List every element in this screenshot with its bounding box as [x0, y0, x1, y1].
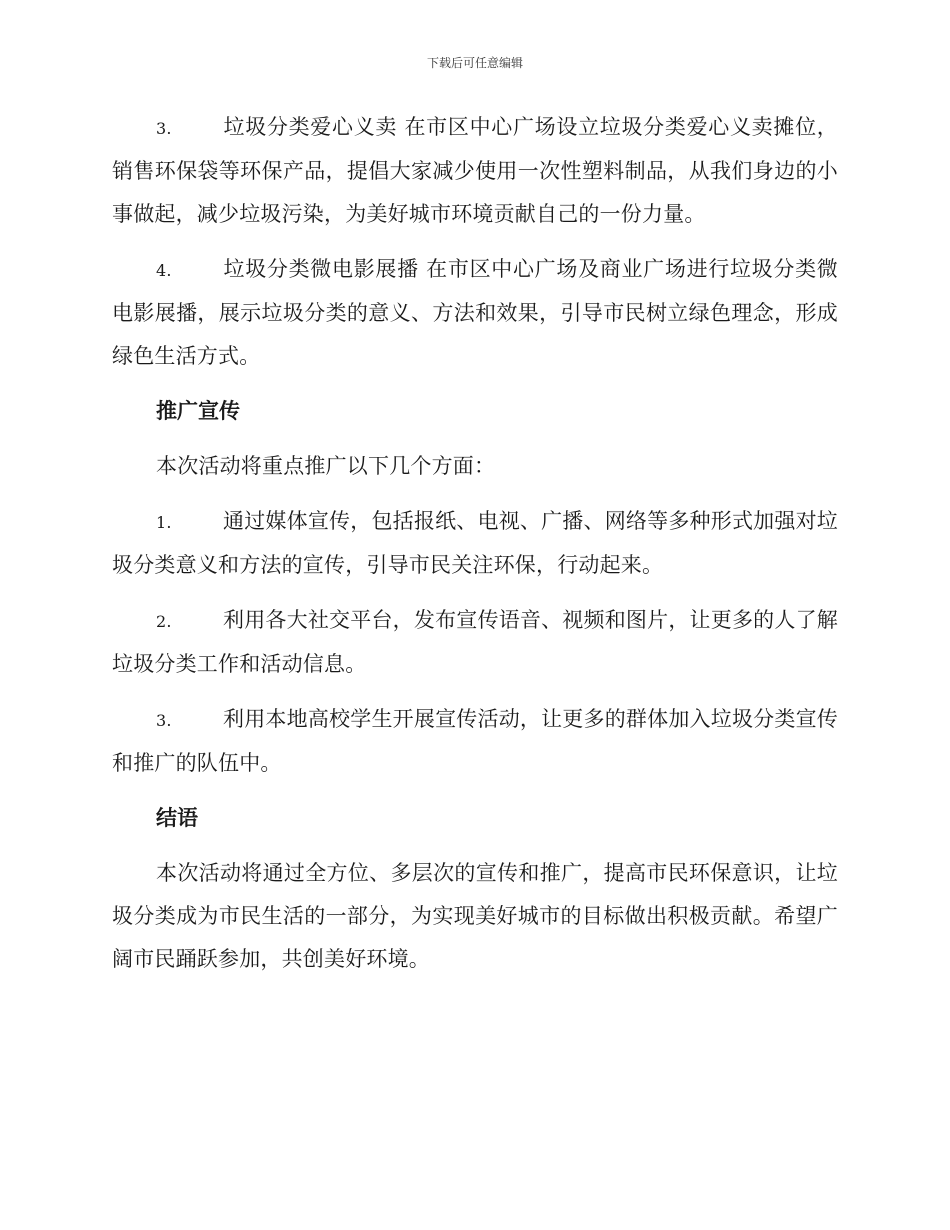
section-heading-promotion: 推广宣传	[156, 399, 240, 423]
document-body	[112, 106, 838, 993]
list-item-number: 1.	[156, 513, 172, 532]
list-item-number: 3.	[156, 119, 172, 138]
list-item	[112, 248, 838, 378]
promotion-intro: 本次活动将重点推广以下几个方面：	[156, 454, 496, 478]
list-item-text: 利用本地高校学生开展宣传活动，让更多的群体加入垃圾分类宣传和推广的队伍中。	[112, 707, 838, 775]
section-heading-conclusion: 结语	[156, 806, 198, 830]
list-item-number: 4.	[156, 261, 172, 280]
list-item-text: 垃圾分类爱心义卖 在市区中心广场设立垃圾分类爱心义卖摊位，销售环保袋等环保产品，提倡大家减少使用一次性塑料制品，从我们身边的小事做起，减少垃圾污染，为美好城市环境贡献自己的一份力量。	[112, 115, 838, 226]
conclusion-text: 本次活动将通过全方位、多层次的宣传和推广，提高市民环保意识，让垃圾分类成为市民生活的一部分，为实现美好城市的目标做出积极贡献。希望广阔市民踊跃参加，共创美好环境。	[112, 861, 838, 971]
list-item	[112, 106, 838, 236]
list-item-text: 利用各大社交平台，发布宣传语音、视频和图片，让更多的人了解垃圾分类工作和活动信息。	[112, 608, 838, 676]
list-item	[112, 599, 838, 686]
list-item	[112, 698, 838, 785]
list-item	[112, 500, 838, 587]
list-item-number: 3.	[156, 711, 172, 730]
page-header: 下载后可任意编辑	[426, 56, 523, 70]
list-item-text: 垃圾分类微电影展播 在市区中心广场及商业广场进行垃圾分类微电影展播，展示垃圾分类的意义、方法和效果，引导市民树立绿色理念，形成绿色生活方式。	[112, 257, 838, 368]
list-item-text: 通过媒体宣传，包括报纸、电视、广播、网络等多种形式加强对垃圾分类意义和方法的宣传，引导市民关注环保，行动起来。	[112, 509, 838, 577]
list-item-number: 2.	[156, 612, 172, 631]
